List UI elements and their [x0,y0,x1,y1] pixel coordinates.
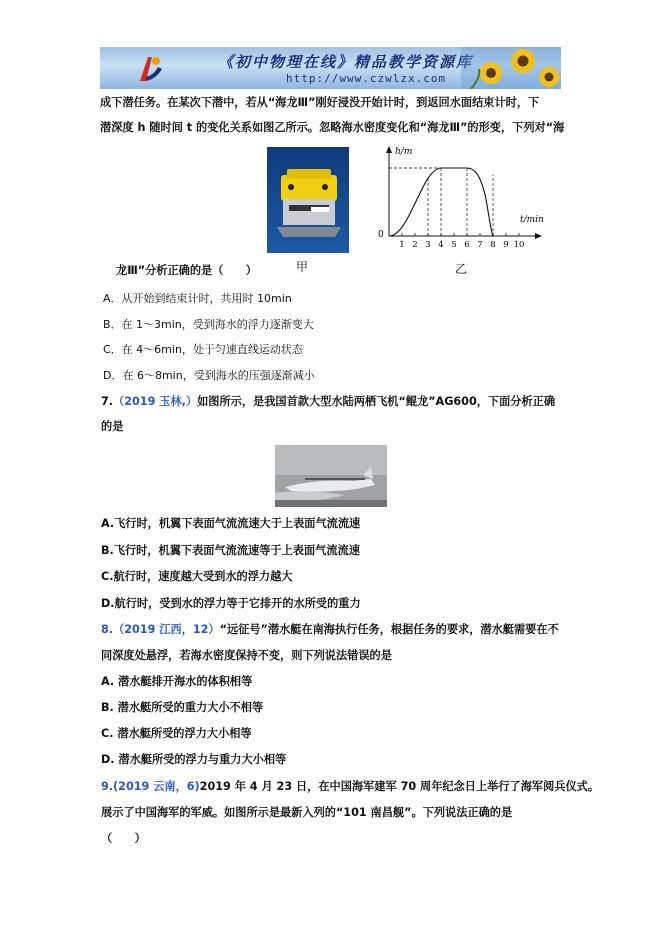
q8-option-d: D. 潜水艇所受的浮力与重力大小相等 [101,753,287,766]
q9-stem: 2019 年 4 月 23 日，在中国海军建军 70 周年纪念日上举行了海军阅兵仪式。 [199,780,600,793]
q7-number: 7. [101,395,114,408]
x-tick-label: 6 [464,240,470,250]
banner-title: 《初中物理在线》精品教学资源库 [218,53,474,71]
x-tick-label: 3 [425,240,431,250]
figure-caption-jia: 甲 [296,260,309,274]
x-tick-label: 8 [490,240,496,250]
submersible-image [267,147,349,253]
q6-option-d: D．在 6～8min，受到海水的压强逐渐减小 [103,369,315,382]
x-tick-label: 7 [477,240,483,250]
q7-option-a: A.飞行时，机翼下表面气流流速大于上表面气流流速 [101,517,361,530]
chart-x-arrow [535,233,542,239]
q9-line3: （ ） [101,832,146,845]
q7-option-c: C.航行时，速度越大受到水的浮力越大 [101,570,293,583]
x-tick-label: 9 [503,240,509,250]
chart-y-arrow [386,146,392,153]
q8-source: （2019 江西，12） [113,623,220,636]
figure-caption-yi: 乙 [455,262,468,276]
q6-option-b: B．在 1～3min，受到海水的浮力逐渐变大 [103,318,314,331]
q8-option-a: A. 潜水艇排开海水的体积相等 [101,675,253,688]
logo-icon [134,51,168,85]
q8-option-b: B. 潜水艇所受的重力大小不相等 [101,701,264,714]
x-tick-label: 10 [513,240,525,250]
q6-text-line3: 龙Ⅲ”分析正确的是（ ） [116,264,257,277]
q8-line1 [101,623,559,637]
banner-url: http://www.czwlzx.com [286,72,447,85]
q7-line1 [101,395,555,409]
q9-number: 9. [101,780,114,793]
q6-text-line2: 潜深度 h 随时间 t 的变化关系如图乙所示。忽略海水密度变化和“海龙Ⅲ”的形变，下列对“海 [100,121,565,134]
x-tick-label: 4 [438,240,444,250]
q8-option-c: C. 潜水艇所受的浮力大小相等 [101,727,252,740]
q8-stem: “远征号”潜水艇在南海执行任务，根据任务的要求，潜水艇需要在不 [219,623,559,636]
q8-number: 8. [101,623,114,636]
q6-option-c: C．在 4～6min，处于匀速直线运动状态 [103,343,303,356]
q7-line2: 的是 [101,420,124,433]
seaplane-image [275,445,387,507]
q7-source: （2019 玉林,） [113,395,198,408]
x-tick-label: 1 [399,240,405,250]
q7-option-b: B.飞行时，机翼下表面气流流速等于上表面气流流速 [101,544,360,557]
chart-ylabel: h/m [395,147,413,157]
q7-option-d: D.航行时，受到水的浮力等于它排开的水所受的重力 [101,597,361,610]
header-banner [100,47,561,89]
sunflower-icon [461,47,561,89]
q7-stem: 如图所示，是我国首款大型水陆两栖飞机“鲲龙”AG600，下面分析正确 [197,395,556,408]
q6-text-line1: 成下潜任务。在某次下潜中，若从“海龙Ⅲ”刚好浸没开始计时，到返回水面结束计时，下 [100,96,540,109]
depth-time-chart [368,140,546,258]
chart-origin-label: 0 [378,230,384,240]
q6-option-a: A．从开始到结束计时，共用时 10min [103,292,292,305]
q9-line1 [101,780,599,794]
q9-source: (2019 云南，6) [113,780,200,793]
q8-line2: 同深度处悬浮，若海水密度保持不变，则下列说法错误的是 [101,649,392,662]
x-tick-label: 2 [412,240,418,250]
chart-xlabel: t/min [520,215,544,225]
q9-line2: 展示了中国海军的军威。如图所示是最新入列的“101 南昌舰”。下列说法正确的是 [101,806,513,819]
x-tick-label: 5 [451,240,457,250]
